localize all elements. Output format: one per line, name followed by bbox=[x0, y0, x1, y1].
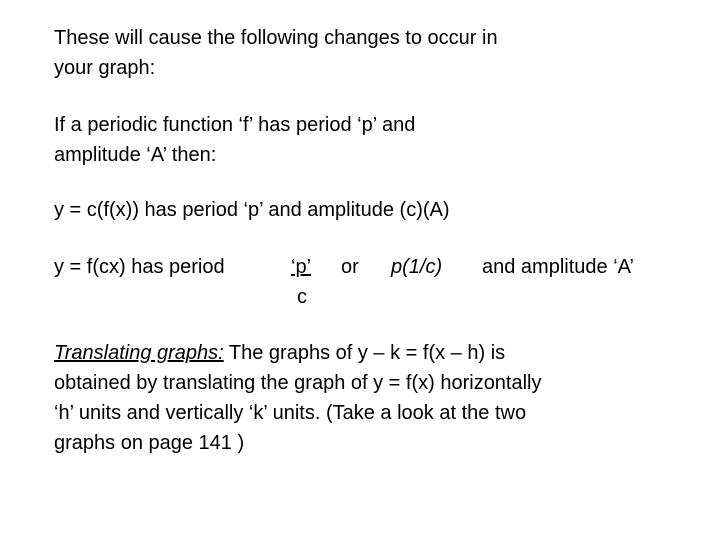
translating-line-1 bbox=[54, 341, 505, 365]
rule-period-prefix: y = f(cx) has period bbox=[54, 256, 225, 278]
periodic-line-1: If a periodic function ‘f’ has period ‘p’ and bbox=[54, 114, 416, 136]
translating-heading: Translating graphs: bbox=[54, 342, 224, 364]
intro-line-1: These will cause the following changes to occur in bbox=[54, 27, 498, 49]
rule-period-denominator: c bbox=[297, 286, 307, 308]
translating-line-1-rest: The graphs of y – k = f(x – h) is bbox=[223, 342, 506, 364]
rule-period-or: or bbox=[341, 256, 359, 278]
intro-line-2: your graph: bbox=[54, 57, 156, 79]
translating-line-3: ‘h’ units and vertically ‘k’ units. (Take a look at the two bbox=[54, 402, 527, 424]
periodic-line-2: amplitude ‘A’ then: bbox=[54, 144, 217, 166]
translating-line-4: graphs on page 141 ) bbox=[54, 432, 245, 454]
rule-period-alt: p(1/c) bbox=[391, 256, 443, 278]
rule-period-numerator: ‘p’ bbox=[291, 256, 312, 278]
translating-line-2: obtained by translating the graph of y = f(x) horizontally bbox=[54, 372, 542, 394]
rule-amplitude-scaling: y = c(f(x)) has period ‘p’ and amplitude (c)(A) bbox=[54, 199, 450, 221]
rule-period-suffix: and amplitude ‘A’ bbox=[482, 256, 634, 278]
